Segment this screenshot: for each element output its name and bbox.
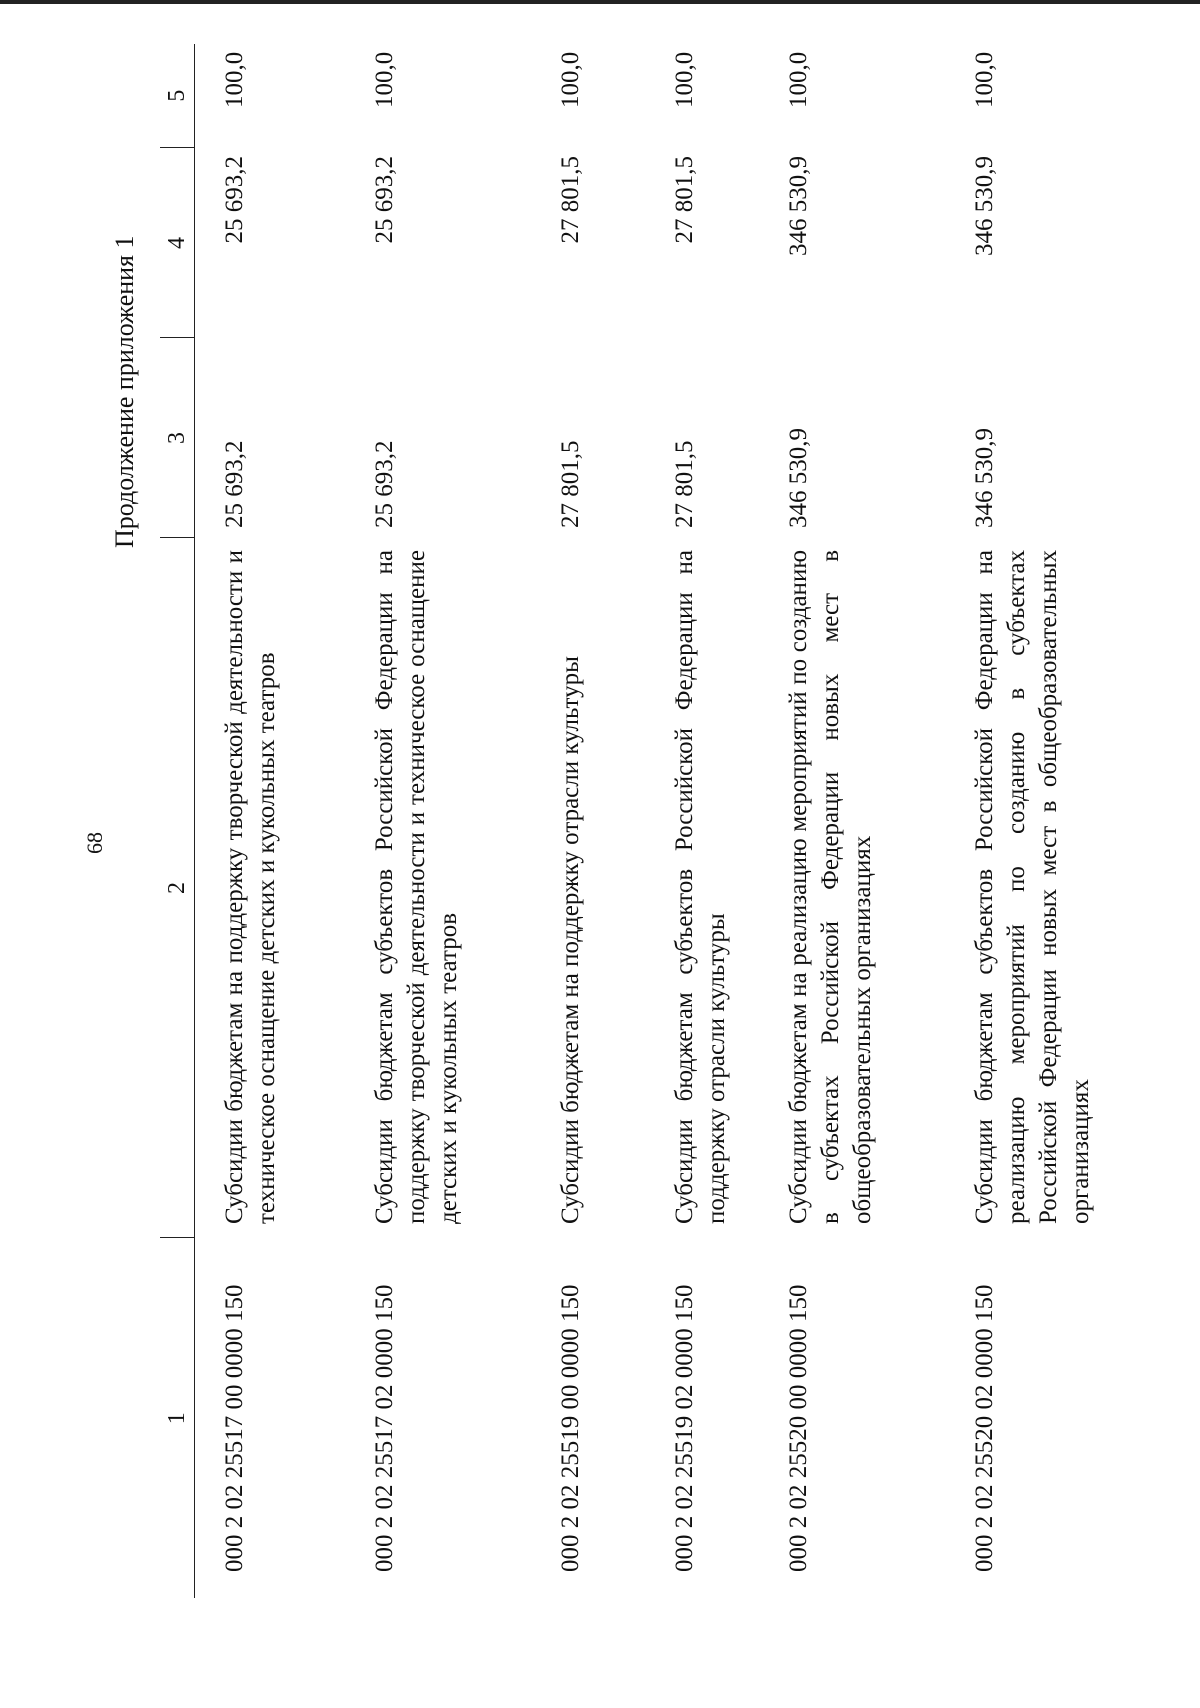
- planned-amount: 346 530,9: [971, 428, 998, 528]
- row-description: Субсидии бюджетам на реализацию мероприятий по созданию в субъектах Российской Федерации новых мест в общеобразовательных организациях: [785, 550, 876, 1224]
- budget-code: 000 2 02 25519 00 0000 150: [557, 1284, 584, 1572]
- budget-code: 000 2 02 25517 02 0000 150: [371, 1284, 398, 1572]
- execution-percent: 100,0: [371, 51, 398, 108]
- execution-percent: 100,0: [971, 51, 998, 108]
- row-description: Субсидии бюджетам субъектов Российской Федерации на поддержку творческой деятельности и техническое оснащение детских и кукольных театров: [371, 550, 462, 1224]
- planned-amount: 25 693,2: [371, 440, 398, 528]
- column-header: 3: [160, 338, 195, 538]
- actual-amount: 27 801,5: [671, 156, 698, 244]
- revenue-table: [160, 44, 1129, 1598]
- row-description: Субсидии бюджетам на поддержку отрасли культуры: [557, 656, 584, 1224]
- budget-code: 000 2 02 25517 00 0000 150: [221, 1284, 248, 1572]
- planned-amount: 25 693,2: [221, 440, 248, 528]
- table-row: [531, 44, 645, 1598]
- table-row: [345, 44, 531, 1598]
- continuation-label: Продолжение приложения 1: [110, 235, 139, 548]
- budget-code: 000 2 02 25519 02 0000 150: [671, 1284, 698, 1572]
- actual-amount: 25 693,2: [221, 156, 248, 244]
- table-row: [195, 44, 346, 1598]
- page-number: 68: [82, 832, 107, 854]
- column-header: 2: [160, 538, 195, 1238]
- execution-percent: 100,0: [671, 51, 698, 108]
- actual-amount: 346 530,9: [785, 156, 812, 256]
- actual-amount: 25 693,2: [371, 156, 398, 244]
- table-row: [645, 44, 759, 1598]
- execution-percent: 100,0: [221, 51, 248, 108]
- actual-amount: 27 801,5: [557, 156, 584, 244]
- planned-amount: 346 530,9: [785, 428, 812, 528]
- budget-code: 000 2 02 25520 00 0000 150: [785, 1284, 812, 1572]
- column-header: 1: [160, 1238, 195, 1598]
- column-header: 5: [160, 44, 195, 148]
- column-header: 4: [160, 148, 195, 338]
- row-description: Субсидии бюджетам на поддержку творческой деятельности и техническое оснащение детских и кукольных театров: [221, 550, 280, 1224]
- planned-amount: 27 801,5: [557, 440, 584, 528]
- table-row: [945, 44, 1129, 1598]
- actual-amount: 346 530,9: [971, 156, 998, 256]
- execution-percent: 100,0: [785, 51, 812, 108]
- row-description: Субсидии бюджетам субъектов Российской Федерации на реализацию мероприятий по созданию в субъектах Российской Федерации новых мест в общеобразовательных организациях: [971, 550, 1094, 1224]
- table-header-row: [160, 44, 195, 1598]
- budget-code: 000 2 02 25520 02 0000 150: [971, 1284, 998, 1572]
- row-description: Субсидии бюджетам субъектов Российской Федерации на поддержку отрасли культуры: [671, 550, 730, 1224]
- execution-percent: 100,0: [557, 51, 584, 108]
- table-row: [759, 44, 945, 1598]
- planned-amount: 27 801,5: [671, 440, 698, 528]
